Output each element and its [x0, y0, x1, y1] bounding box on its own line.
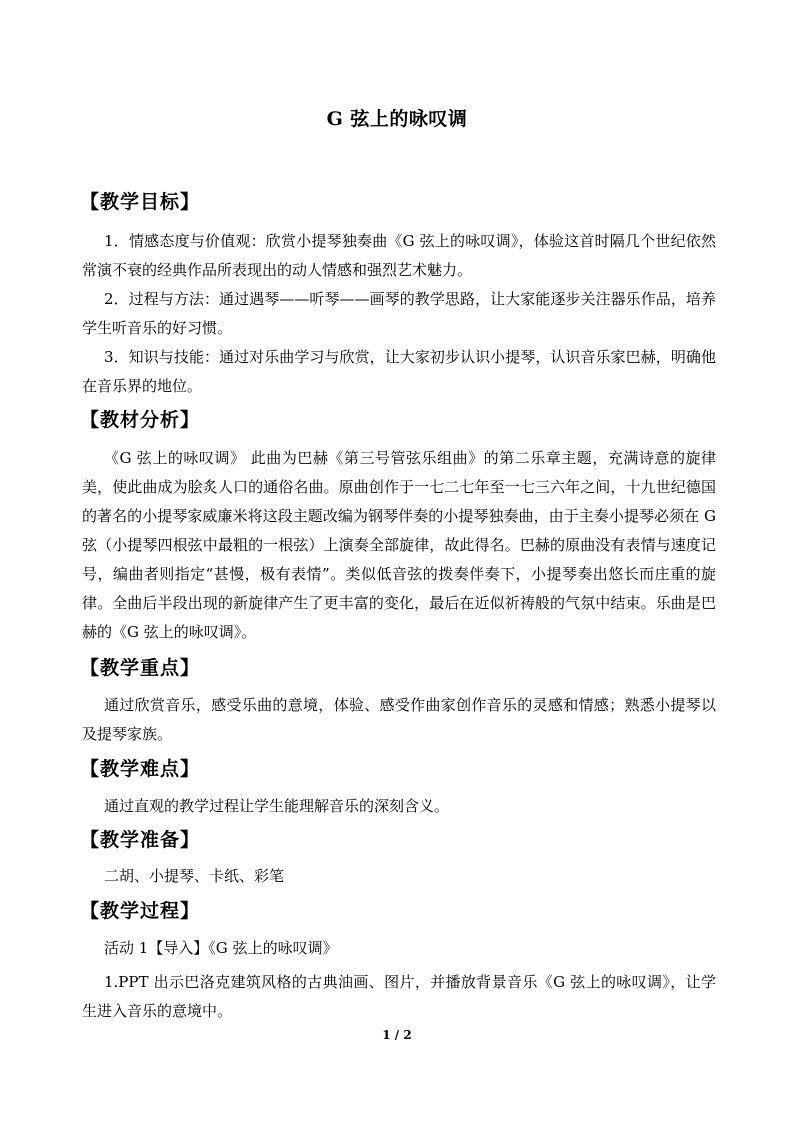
section-heading-preparation: 【教学准备】	[80, 829, 201, 851]
page-number: 1 / 2	[382, 1028, 412, 1042]
preparation-paragraph: 二胡、小提琴、卡纸、彩笔	[104, 867, 285, 885]
section-heading-difficulties: 【教学难点】	[80, 758, 201, 780]
process-step-1: 1.PPT 出示巴洛克建筑风格的古典油画、图片，并播放背景音乐《G 弦上的咏叹调》，让学生进入音乐的意境中。	[82, 973, 716, 1020]
objective-paragraph-2: 2．过程与方法：通过遇琴——听琴——画琴的教学思路，让大家能逐步关注器乐作品，培养学生听音乐的好习惯。	[82, 290, 716, 337]
section-heading-analysis: 【教材分析】	[80, 409, 201, 431]
section-heading-objectives: 【教学目标】	[80, 191, 201, 213]
section-heading-key-points: 【教学重点】	[80, 657, 201, 679]
difficulties-paragraph: 通过直观的教学过程让学生能理解音乐的深刻含义。	[104, 797, 450, 815]
objective-paragraph-3: 3．知识与技能：通过对乐曲学习与欣赏，让大家初步认识小提琴，认识音乐家巴赫，明确他在音乐界的地位。	[82, 348, 716, 395]
document-title: G 弦上的咏叹调	[326, 108, 468, 130]
key-points-paragraph: 通过欣赏音乐，感受乐曲的意境，体验、感受作曲家创作音乐的灵感和情感；熟悉小提琴以及提琴家族。	[82, 696, 716, 743]
objective-paragraph-1: 1．情感态度与价值观：欣赏小提琴独奏曲《G 弦上的咏叹调》，体验这首时隔几个世纪依然常演不衰的经典作品所表现出的动人情感和强烈艺术魅力。	[82, 232, 716, 279]
process-activity-1: 活动 1【导入】《G 弦上的咏叹调》	[104, 939, 338, 957]
analysis-paragraph: 《G 弦上的咏叹调》 此曲为巴赫《第三号管弦乐组曲》的第二乐章主题，充满诗意的旋律美，使此曲成为脍炙人口的通俗名曲。原曲创作于一七二七年至一七三六年之间，十九世纪德国的著名的小提琴家威廉米将这段主题改编为钢琴伴奏的小提琴独奏曲，由于主奏小提琴必须在 G 弦（小提琴四根弦中最粗的一根弦）上演奏全部旋律，故此得名。巴赫的原曲没有表情与速度记号，编曲者则指定“甚慢，极有表情”。类似低音弦的拨奏伴奏下，小提琴奏出悠长而庄重的旋律。全曲后半段出现的新旋律产生了更丰富的变化，最后在近似祈祷般的气氛中结束。乐曲是巴赫的《G 弦上的咏叹调》。	[82, 449, 716, 641]
section-heading-process: 【教学过程】	[80, 900, 201, 922]
